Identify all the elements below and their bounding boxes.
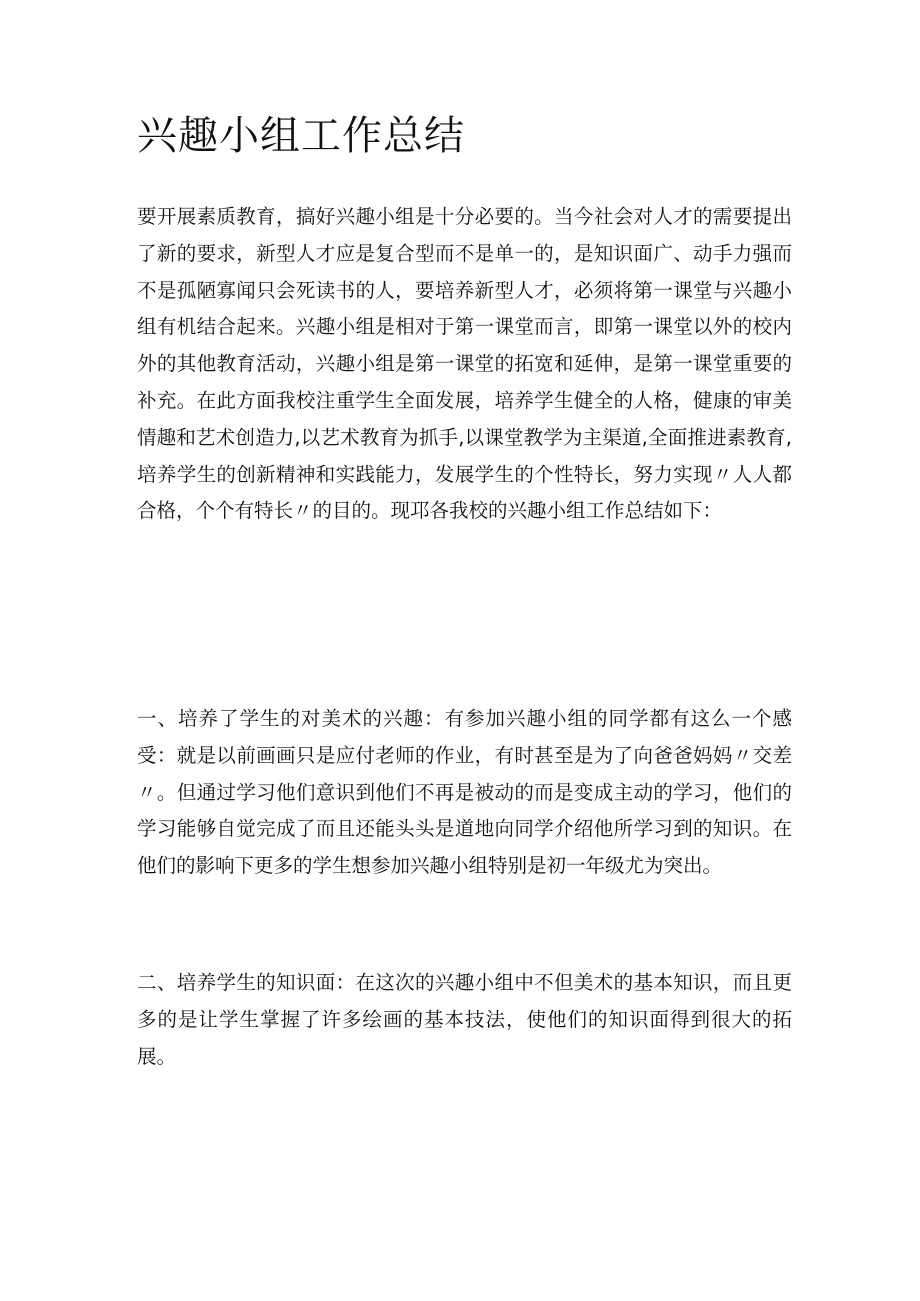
paragraph-intro: [137, 199, 792, 530]
paragraph-text: 一、培养了学生的对美术的兴趣：有参加兴趣小组的同学都有这么一个感受：就是以前画画只是应付老师的作业，有时甚至是为了向爸爸妈妈〃交差〃。但通过学习他们意识到他们不再是被动的而是变成主动的学习，他们的学习能够自觉完成了而且还能头头是道地向同学介绍他所学习到的知识。在他们的影响下更多的学生想参加兴趣小组特别是初一年级尤为突出。: [137, 707, 792, 878]
paragraph-text: 二、培养学生的知识面：在这次的兴趣小组中不但美术的基本知识，而且更多的是让学生掌握了许多绘画的基本技法，使他们的知识面得到很大的拓展。: [137, 971, 792, 1068]
paragraph-section-two: [137, 965, 792, 1075]
paragraph-text: 要开展素质教育，搞好兴趣小组是十分必要的。当今社会对人才的需要提出了新的要求，新型人才应是复合型而不是单一的，是知识面广、动手力强而不是孤陋寡闻只会死读书的人，要培养新型人才，必须将第一课堂与兴趣小组有机结合起来。兴趣小组是相对于第一课堂而言，即第一课堂以外的校内外的其他教育活动，兴趣小组是第一课堂的拓宽和延伸，是第一课堂重要的补充。在此方面我校注重学生全面发展，培养学生健全的人格，健康的审美情趣和艺术创造力,以艺术教育为抓手,以课堂教学为主渠道,全面推进素教育,培养学生的创新精神和实践能力，发展学生的个性特长，努力实现〃人人都合格，个个有特长〃的目的。现邛各我校的兴趣小组工作总结如下：: [137, 205, 792, 523]
paragraph-section-one: [137, 701, 792, 885]
document-title: 兴趣小组工作总结: [137, 113, 465, 159]
